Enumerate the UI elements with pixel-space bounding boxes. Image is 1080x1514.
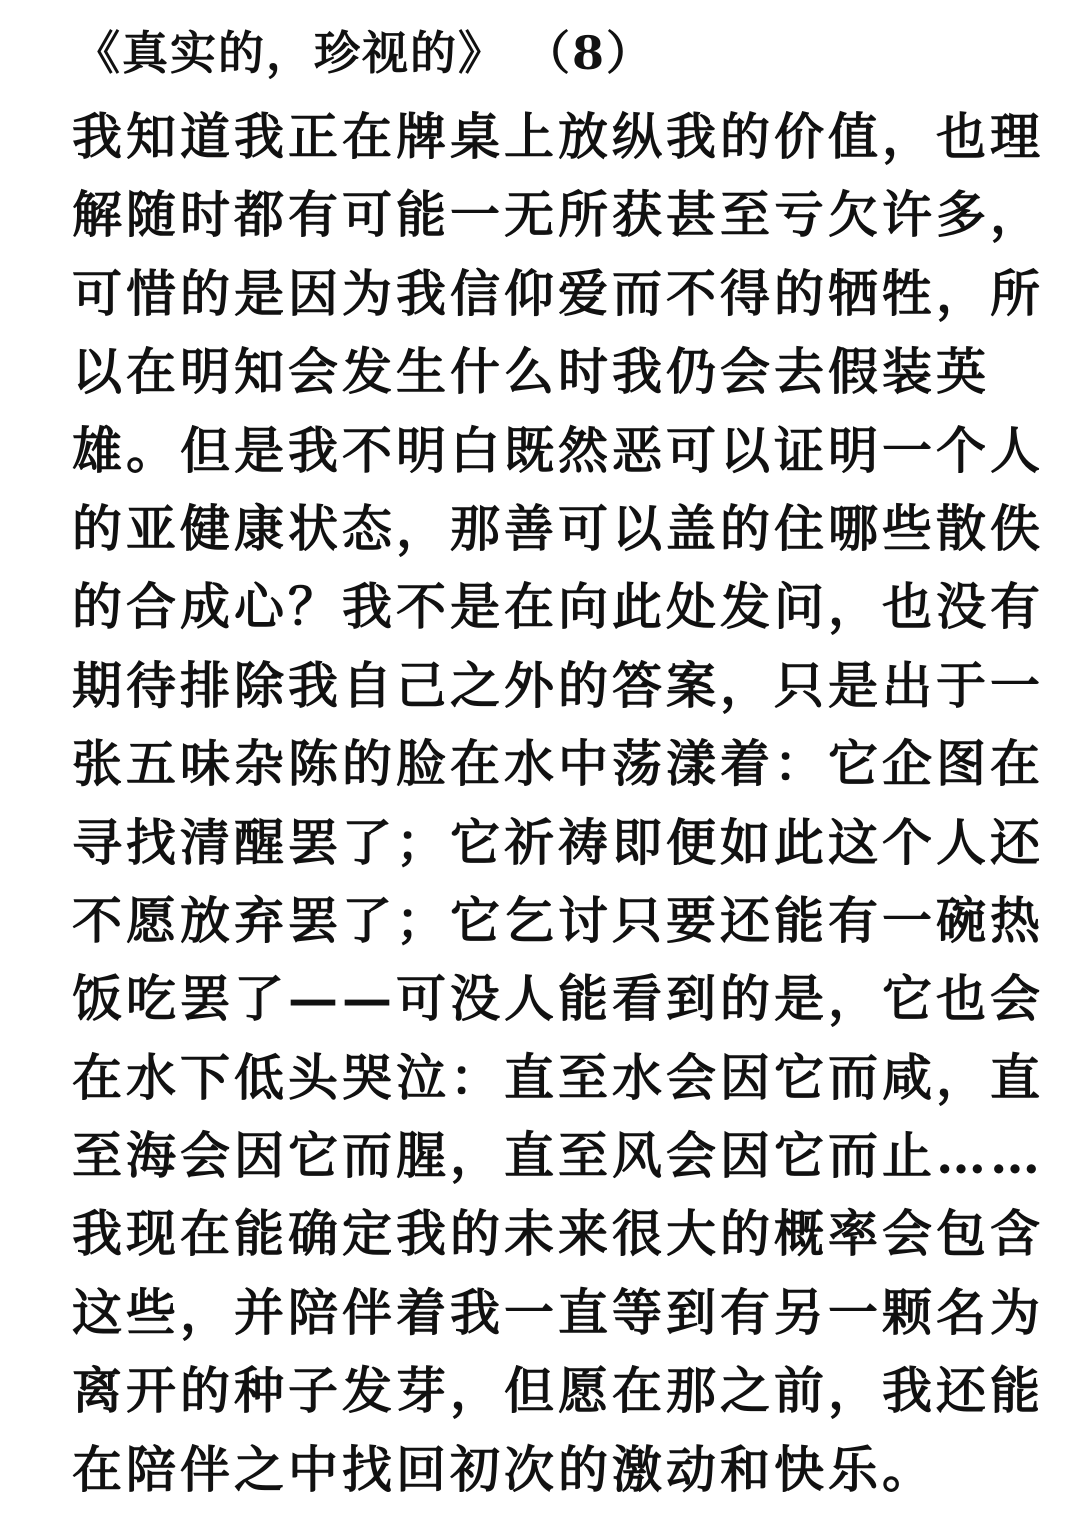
- text-line: 我现在能确定我的未来很大的概率会包含: [72, 1204, 1044, 1264]
- text-line: 至海会因它而腥，直至风会因它而止……: [72, 1126, 1044, 1186]
- text-line: 离开的种子发芽，但愿在那之前，我还能: [72, 1361, 1044, 1421]
- document-title: 《真实的，珍视的》 （8）: [74, 26, 655, 80]
- text-line: 饭吃罢了——可没人能看到的是，它也会: [72, 969, 1044, 1029]
- text-line: 我知道我正在牌桌上放纵我的价值，也理: [72, 107, 1044, 166]
- text-line: 雄。但是我不明白既然恶可以证明一个人: [72, 420, 1044, 480]
- text-line: 的亚健康状态，那善可以盖的住哪些散佚: [72, 498, 1044, 558]
- text-line: 在陪伴之中找回初次的激动和快乐。: [72, 1439, 936, 1499]
- text-line: 在水下低头哭泣：直至水会因它而咸，直: [72, 1047, 1044, 1107]
- text-line: 寻找清醒罢了；它祈祷即便如此这个人还: [72, 812, 1044, 872]
- text-line: 以在明知会发生什么时我仍会去假装英: [72, 342, 990, 402]
- text-line: 可惜的是因为我信仰爱而不得的牺牲，所: [72, 263, 1044, 323]
- text-line: 这些，并陪伴着我一直等到有另一颗名为: [72, 1282, 1044, 1342]
- text-line: 期待排除我自己之外的答案，只是出于一: [72, 655, 1044, 715]
- text-line: 的合成心？我不是在向此处发问，也没有: [72, 577, 1044, 637]
- document-body: [72, 98, 1044, 1509]
- text-line: 解随时都有可能一无所获甚至亏欠许多，: [72, 185, 1044, 245]
- text-line: 不愿放弃罢了；它乞讨只要还能有一碗热: [72, 890, 1044, 950]
- text-line: 张五味杂陈的脸在水中荡漾着：它企图在: [72, 734, 1044, 794]
